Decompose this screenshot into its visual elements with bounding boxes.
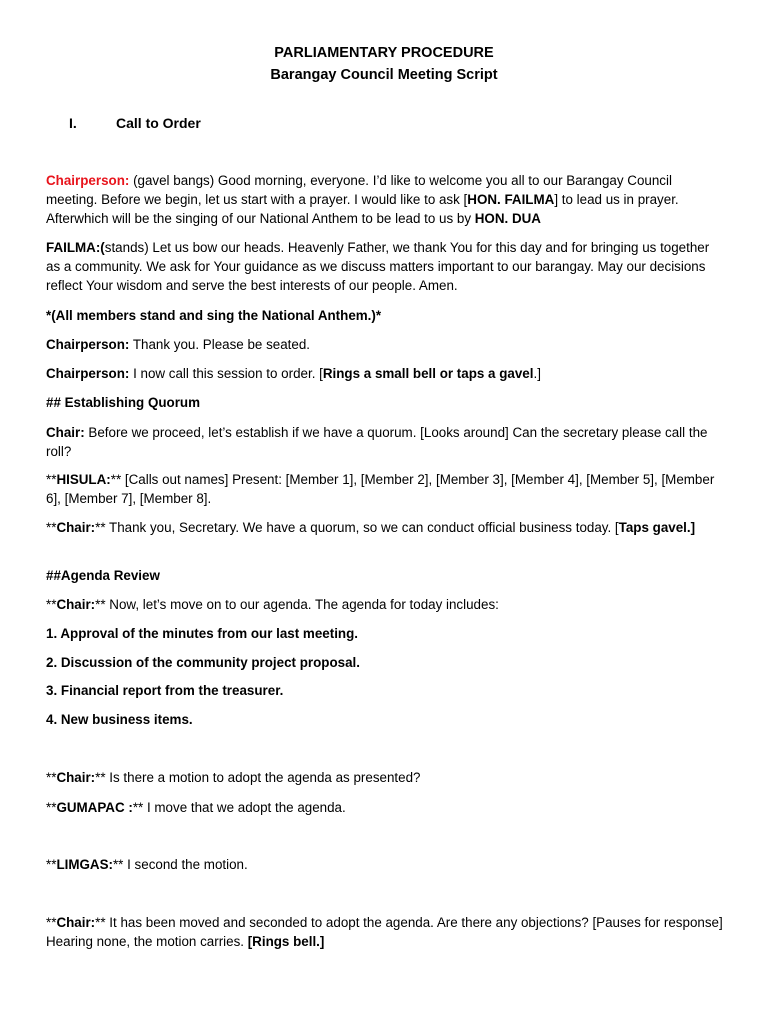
paragraph-agenda-intro: **Chair:** Now, let’s move on to our agenda. The agenda for today includes: — [46, 597, 499, 612]
paragraph-prayer: FAILMA:(stands) Let us bow our heads. Heavenly Father, we thank You for this day and for bringing us together as a community. We ask for Your guidance as we discuss matters important to our barangay. May our decisions reflect Your wisdom and serve the best interests of our people. Amen. — [46, 240, 710, 293]
document-title: PARLIAMENTARY PROCEDURE — [274, 45, 494, 61]
agenda-item: 4. New business items. — [46, 712, 193, 727]
paragraph-quorum-confirmed: **Chair:** Thank you, Secretary. We have a quorum, so we can conduct official business today. [Taps gavel.] — [46, 520, 696, 535]
speaker-label: Chairperson: — [46, 366, 130, 381]
speaker-label: FAILMA:( — [46, 240, 105, 255]
speaker-label: Chair: — [56, 915, 96, 930]
speaker-label: HISULA: — [56, 472, 111, 487]
agenda-item: 3. Financial report from the treasurer. — [46, 683, 284, 698]
speaker-label: Chair: — [56, 770, 96, 785]
section-number: I. — [69, 115, 77, 131]
paragraph-motion: **GUMAPAC :** I move that we adopt the agenda. — [46, 800, 346, 815]
speaker-label: Chairperson: — [46, 337, 130, 352]
speaker-label: Chair: — [46, 425, 85, 440]
paragraph-chairperson-welcome: Chairperson: (gavel bangs) Good morning, everyone. I’d like to welcome you all to our Barangay Council meeting. Before we begin, let us start with a prayer. I would like to ask [HON. FAILMA] to lead us in prayer. Afterwhich will be the singing of our National Anthem to be lead to us by HON. DUA — [46, 173, 679, 226]
paragraph-call-to-order: Chairperson: I now call this session to order. [Rings a small bell or taps a gavel.] — [46, 366, 541, 381]
speaker-label: Chair: — [56, 597, 96, 612]
paragraph-roll-call: **HISULA:** [Calls out names] Present: [Member 1], [Member 2], [Member 3], [Member 4], [Member 5], [Member 6], [Member 7], [Member 8]. — [46, 472, 715, 506]
paragraph-anthem: *(All members stand and sing the National Anthem.)* — [46, 308, 382, 323]
speaker-label: Chairperson: — [46, 173, 130, 188]
heading-quorum: ## Establishing Quorum — [46, 395, 201, 410]
paragraph-second: **LIMGAS:** I second the motion. — [46, 857, 248, 872]
document-subtitle: Barangay Council Meeting Script — [270, 67, 498, 83]
speaker-label: Chair: — [56, 520, 96, 535]
agenda-item: 1. Approval of the minutes from our last meeting. — [46, 626, 358, 641]
paragraph-quorum-check: Chair: Before we proceed, let’s establish if we have a quorum. [Looks around] Can the secretary please call the roll? — [46, 425, 708, 459]
paragraph-motion-carries: **Chair:** It has been moved and seconded to adopt the agenda. Are there any objections? [Pauses for response] Hearing none, the motion carries. [Rings bell.] — [46, 915, 723, 949]
paragraph-motion-request: **Chair:** Is there a motion to adopt the agenda as presented? — [46, 770, 421, 785]
paragraph-be-seated: Chairperson: Thank you. Please be seated. — [46, 337, 310, 352]
speaker-label: LIMGAS: — [56, 857, 113, 872]
agenda-item: 2. Discussion of the community project proposal. — [46, 655, 360, 670]
heading-agenda: ##Agenda Review — [46, 568, 160, 583]
section-title: Call to Order — [116, 115, 201, 131]
speaker-label: GUMAPAC : — [56, 800, 133, 815]
